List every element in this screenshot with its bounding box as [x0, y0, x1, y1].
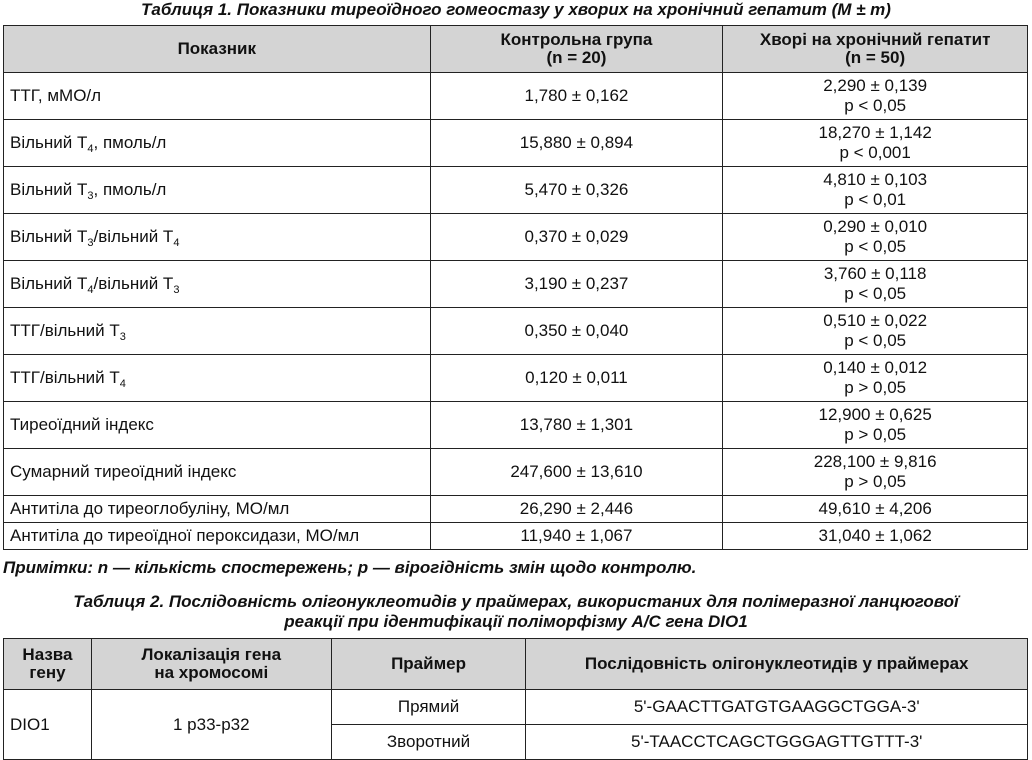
control-value: 11,940 ± 1,067 — [430, 523, 723, 550]
header-location-l1: Локалізація гена — [141, 645, 282, 664]
control-value: 0,120 ± 0,011 — [430, 355, 723, 402]
header-control-n: (n = 20) — [546, 48, 607, 67]
table-row — [4, 355, 1028, 402]
row-sub-b: 4 — [173, 237, 180, 249]
header-patients — [723, 26, 1028, 73]
table1-header-row — [4, 26, 1028, 73]
row-label — [4, 449, 431, 496]
row-sub-b: 3 — [173, 284, 180, 296]
row-label-a: ТТГ/вільний Т — [10, 368, 120, 387]
primer-type: Прямий — [331, 690, 526, 725]
control-value: 26,290 ± 2,446 — [430, 496, 723, 523]
primer-table — [3, 638, 1028, 760]
p-value: p < 0,05 — [844, 331, 907, 350]
row-label — [4, 120, 431, 167]
row-label-b: , пмоль/л — [93, 133, 167, 152]
p-value: p > 0,05 — [844, 425, 907, 444]
row-label — [4, 402, 431, 449]
row-label — [4, 355, 431, 402]
control-value: 0,370 ± 0,029 — [430, 214, 723, 261]
control-value: 0,350 ± 0,040 — [430, 308, 723, 355]
patient-value: 4,810 ± 0,103 — [823, 170, 928, 189]
primer-sequence: 5'-TAACCTCAGCTGGGAGTTGTTT-3' — [526, 725, 1028, 760]
row-sub-a: 4 — [119, 378, 126, 390]
row-label-a: Вільний Т — [10, 227, 88, 246]
control-value: 247,600 ± 13,610 — [430, 449, 723, 496]
patient-value: 31,040 ± 1,062 — [818, 526, 932, 545]
patient-cell — [723, 73, 1028, 120]
row-sub-a: 4 — [87, 143, 94, 155]
p-value: p > 0,05 — [844, 378, 907, 397]
row-sub-a: 3 — [119, 331, 126, 343]
gene-name: DIO1 — [4, 690, 92, 760]
patient-cell — [723, 214, 1028, 261]
row-label — [4, 73, 431, 120]
header-gene — [4, 639, 92, 690]
table2-caption — [10, 592, 1022, 632]
row-label-a: Антитіла до тиреоїдної пероксидази, МО/мл — [10, 526, 360, 545]
table-row — [4, 167, 1028, 214]
row-label — [4, 496, 431, 523]
table2-caption-line1: Таблиця 2. Послідовність олігонуклеотидів у праймерах, використаних для полімеразної ланцюгової — [73, 592, 959, 611]
row-label-a: Тиреоїдний індекс — [10, 415, 154, 434]
p-value: p < 0,05 — [844, 96, 907, 115]
header-primer: Праймер — [331, 639, 526, 690]
header-location — [91, 639, 331, 690]
patient-cell — [723, 449, 1028, 496]
row-label-b: /вільний Т — [93, 227, 174, 246]
p-value: p > 0,05 — [844, 472, 907, 491]
header-indicator: Показник — [4, 26, 431, 73]
table2-header-row — [4, 639, 1028, 690]
primer-sequence: 5'-GAACTTGATGTGAAGGCTGGA-3' — [526, 690, 1028, 725]
control-value: 1,780 ± 0,162 — [430, 73, 723, 120]
row-label-a: Сумарний тиреоїдний індекс — [10, 462, 237, 481]
patient-cell — [723, 523, 1028, 550]
patient-cell — [723, 261, 1028, 308]
thyroid-table — [3, 25, 1028, 550]
control-value: 15,880 ± 0,894 — [430, 120, 723, 167]
header-gene-l2: гену — [29, 663, 66, 682]
control-value: 3,190 ± 0,237 — [430, 261, 723, 308]
patient-value: 0,510 ± 0,022 — [823, 311, 928, 330]
patient-cell — [723, 308, 1028, 355]
patient-value: 18,270 ± 1,142 — [818, 123, 932, 142]
row-label — [4, 523, 431, 550]
table-row — [4, 73, 1028, 120]
table-row — [4, 214, 1028, 261]
patient-cell — [723, 167, 1028, 214]
header-patients-title: Хворі на хронічний гепатит — [759, 30, 991, 49]
table-row — [4, 308, 1028, 355]
patient-cell — [723, 355, 1028, 402]
gene-location: 1 p33-p32 — [91, 690, 331, 760]
table-row — [4, 523, 1028, 550]
row-label-a: Вільний Т — [10, 180, 88, 199]
primer-row — [4, 690, 1028, 725]
table-row — [4, 496, 1028, 523]
row-label-b: , пмоль/л — [93, 180, 167, 199]
header-control-title: Контрольна група — [500, 30, 653, 49]
table1-caption: Таблиця 1. Показники тиреоїдного гомеостазу у хворих на хронічний гепатит (M ± m) — [141, 0, 891, 19]
p-value: p < 0,001 — [839, 143, 911, 162]
primer-type: Зворотний — [331, 725, 526, 760]
row-label-b: /вільний Т — [93, 274, 174, 293]
patient-cell — [723, 496, 1028, 523]
p-value: p < 0,05 — [844, 237, 907, 256]
table-row — [4, 261, 1028, 308]
p-value: p < 0,01 — [844, 190, 907, 209]
table-row — [4, 449, 1028, 496]
row-label — [4, 214, 431, 261]
row-label-a: Вільний Т — [10, 274, 88, 293]
patient-value: 12,900 ± 0,625 — [818, 405, 932, 424]
row-label — [4, 167, 431, 214]
header-patients-n: (n = 50) — [845, 48, 906, 67]
header-gene-l1: Назва — [22, 645, 73, 664]
row-label-a: ТТГ, мМО/л — [10, 86, 102, 105]
patient-cell — [723, 402, 1028, 449]
patient-value: 3,760 ± 0,118 — [823, 264, 927, 283]
row-sub-a: 3 — [87, 237, 94, 249]
patient-value: 0,290 ± 0,010 — [823, 217, 928, 236]
row-label-a: ТТГ/вільний Т — [10, 321, 120, 340]
control-value: 13,780 ± 1,301 — [430, 402, 723, 449]
header-control — [430, 26, 723, 73]
patient-value: 228,100 ± 9,816 — [813, 452, 937, 471]
row-label — [4, 308, 431, 355]
control-value: 5,470 ± 0,326 — [430, 167, 723, 214]
row-label-a: Антитіла до тиреоглобуліну, МО/мл — [10, 499, 290, 518]
patient-value: 0,140 ± 0,012 — [823, 358, 928, 377]
table-row — [4, 402, 1028, 449]
patient-value: 2,290 ± 0,139 — [823, 76, 928, 95]
table2-caption-line2: реакції при ідентифікації поліморфізму A/C гена DIO1 — [284, 612, 748, 631]
p-value: p < 0,05 — [844, 284, 907, 303]
table1-note: Примітки: n — кількість спостережень; p — вірогідність змін щодо контролю. — [3, 558, 697, 577]
table-row — [4, 120, 1028, 167]
header-location-l2: на хромосомі — [154, 663, 269, 682]
row-label-a: Вільний Т — [10, 133, 88, 152]
row-sub-a: 3 — [87, 190, 94, 202]
row-label — [4, 261, 431, 308]
patient-value: 49,610 ± 4,206 — [818, 499, 932, 518]
patient-cell — [723, 120, 1028, 167]
row-sub-a: 4 — [87, 284, 94, 296]
header-sequence: Послідовність олігонуклеотидів у праймерах — [526, 639, 1028, 690]
